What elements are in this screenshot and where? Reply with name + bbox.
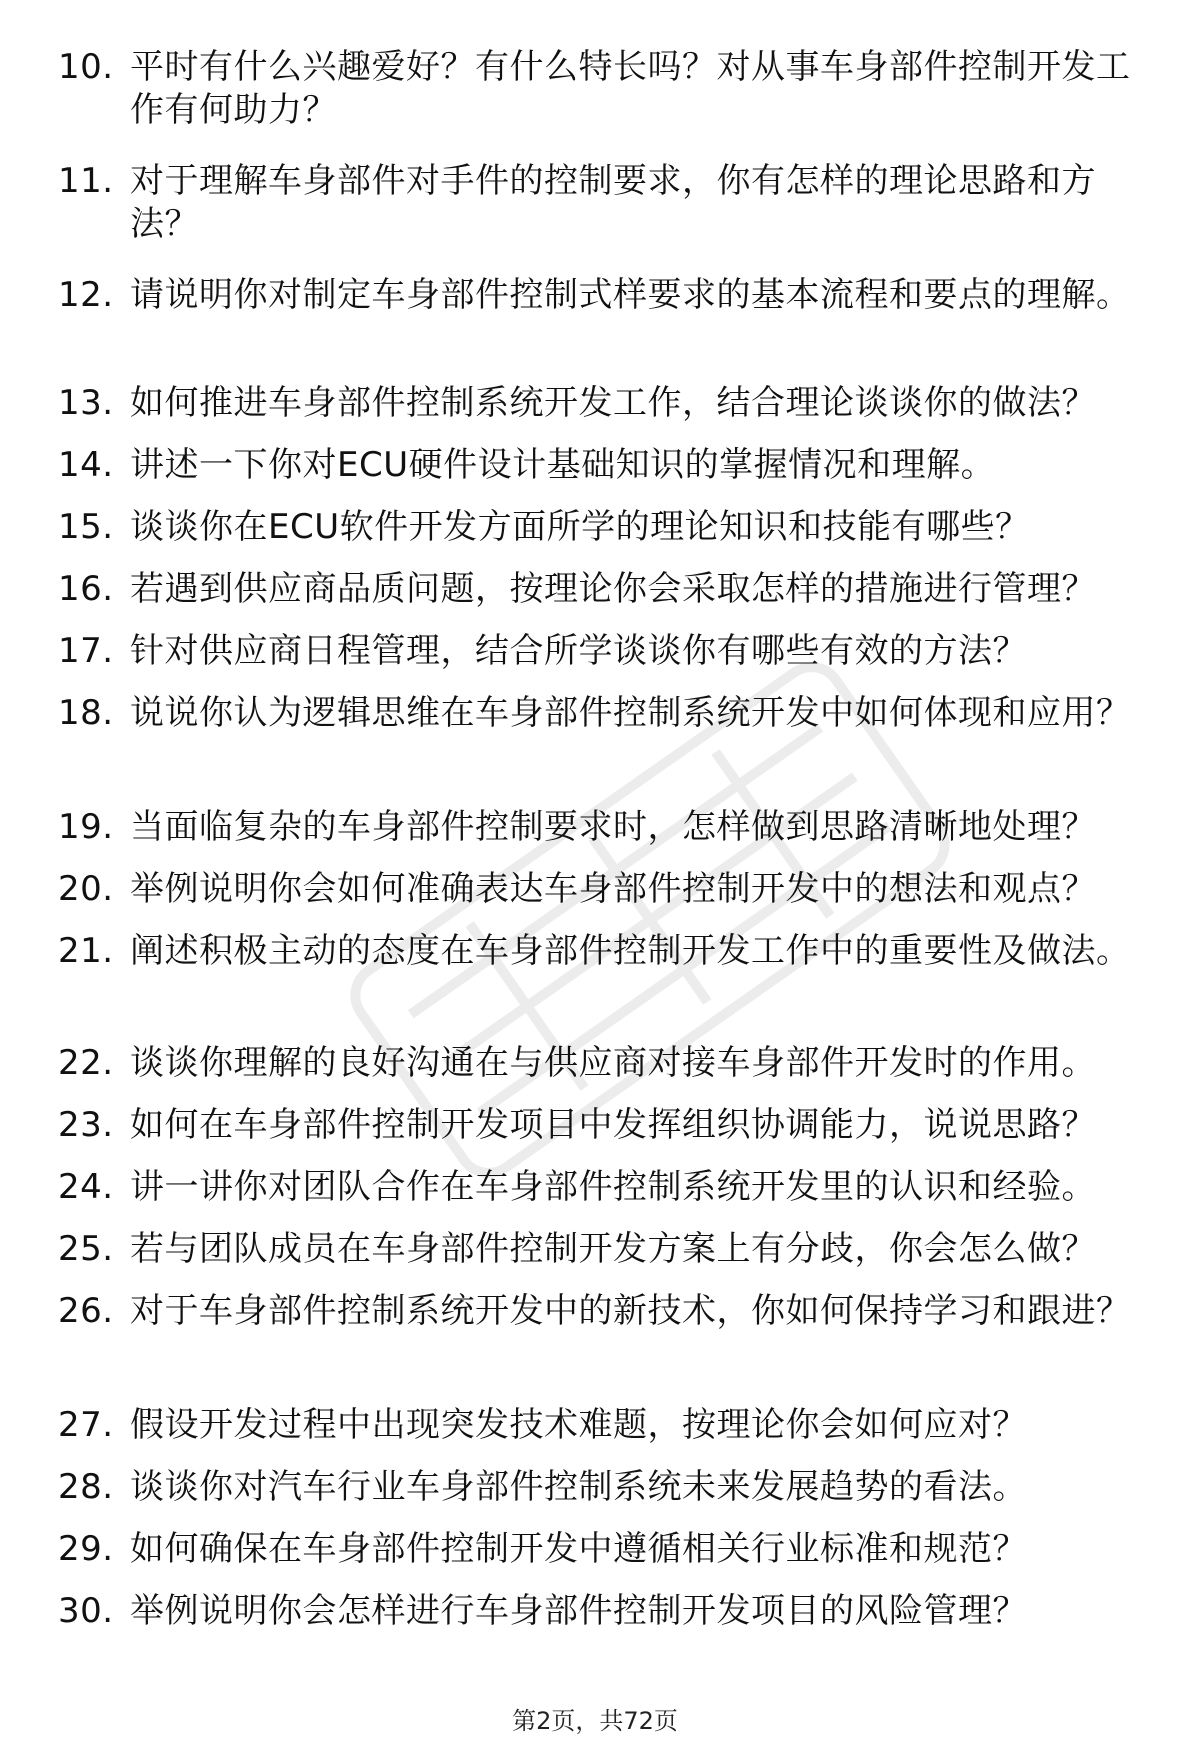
question-text: 谈谈你在ECU软件开发方面所学的理论知识和技能有哪些？: [130, 507, 1030, 547]
question-number: 12.: [58, 275, 114, 315]
question-text: 如何推进车身部件控制系统开发工作，结合理论谈谈你的做法？: [130, 383, 1096, 423]
question-number: 11.: [58, 161, 114, 201]
question-number: 10.: [58, 47, 114, 87]
question-text: 若与团队成员在车身部件控制开发方案上有分歧，你会怎么做？: [130, 1229, 1096, 1269]
page-footer: 第2页，共72页: [512, 1707, 678, 1735]
question-text: 针对供应商日程管理，结合所学谈谈你有哪些有效的方法？: [130, 631, 1027, 671]
question-number: 25.: [58, 1229, 114, 1269]
question-text: 谈谈你对汽车行业车身部件控制系统未来发展趋势的看法。: [130, 1467, 1027, 1507]
question-text: 当面临复杂的车身部件控制要求时，怎样做到思路清晰地处理？: [130, 807, 1096, 847]
question-number: 16.: [58, 569, 114, 609]
question-number: 14.: [58, 445, 114, 485]
question-text: 若遇到供应商品质问题，按理论你会采取怎样的措施进行管理？: [130, 569, 1096, 609]
question-number: 22.: [58, 1043, 114, 1083]
question-text: 讲述一下你对ECU硬件设计基础知识的掌握情况和理解。: [130, 445, 996, 485]
question-number: 29.: [58, 1529, 114, 1569]
question-text: 如何确保在车身部件控制开发中遵循相关行业标准和规范？: [130, 1529, 1027, 1569]
question-text: 对于车身部件控制系统开发中的新技术，你如何保持学习和跟进？: [130, 1291, 1131, 1331]
question-text: 讲一讲你对团队合作在车身部件控制系统开发里的认识和经验。: [130, 1167, 1096, 1207]
question-number: 26.: [58, 1291, 114, 1331]
question-text: 对于理解车身部件对手件的控制要求，你有怎样的理论思路和方法？: [130, 161, 1096, 244]
question-text: 平时有什么兴趣爱好？有什么特长吗？对从事车身部件控制开发工作有何助力？: [130, 47, 1131, 130]
question-number: 17.: [58, 631, 114, 671]
question-text: 阐述积极主动的态度在车身部件控制开发工作中的重要性及做法。: [130, 931, 1131, 971]
question-text: 请说明你对制定车身部件控制式样要求的基本流程和要点的理解。: [130, 275, 1131, 315]
question-text: 说说你认为逻辑思维在车身部件控制系统开发中如何体现和应用？: [130, 693, 1131, 733]
question-text: 举例说明你会怎样进行车身部件控制开发项目的风险管理？: [130, 1591, 1027, 1631]
question-text: 举例说明你会如何准确表达车身部件控制开发中的想法和观点？: [130, 869, 1096, 909]
question-number: 18.: [58, 693, 114, 733]
question-number: 20.: [58, 869, 114, 909]
question-text: 如何在车身部件控制开发项目中发挥组织协调能力，说说思路？: [130, 1105, 1096, 1145]
question-number: 30.: [58, 1591, 114, 1631]
question-number: 28.: [58, 1467, 114, 1507]
question-number: 19.: [58, 807, 114, 847]
question-number: 24.: [58, 1167, 114, 1207]
question-number: 23.: [58, 1105, 114, 1145]
question-number: 21.: [58, 931, 114, 971]
question-text: 谈谈你理解的良好沟通在与供应商对接车身部件开发时的作用。: [130, 1043, 1096, 1083]
question-number: 15.: [58, 507, 114, 547]
question-number: 27.: [58, 1405, 114, 1445]
question-number: 13.: [58, 383, 114, 423]
question-text: 假设开发过程中出现突发技术难题，按理论你会如何应对？: [130, 1405, 1027, 1445]
